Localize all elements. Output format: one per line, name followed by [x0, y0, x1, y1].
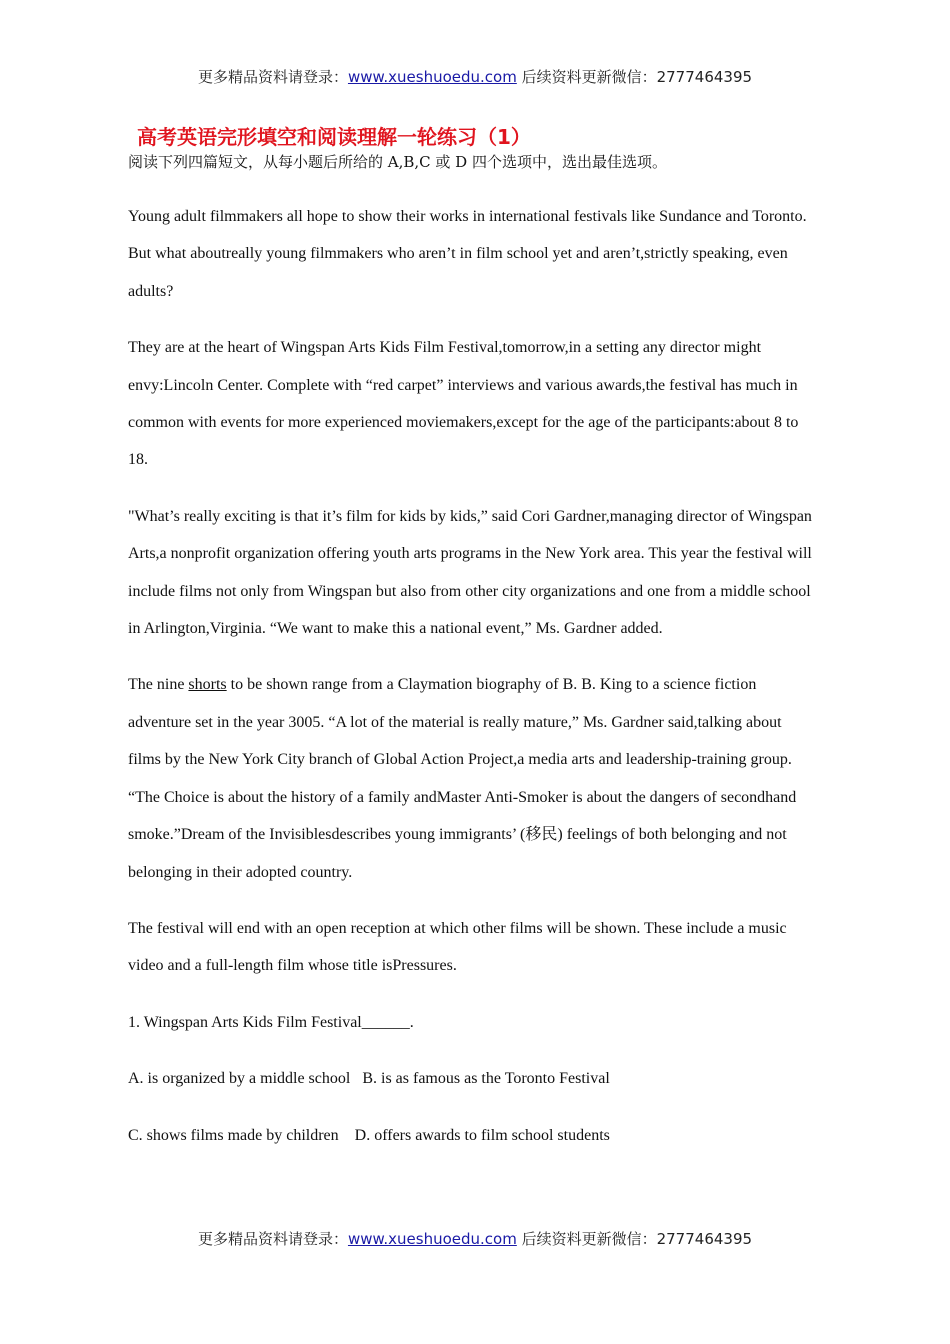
paragraph-4-rest: to be shown range from a Claymation biography of B. B. King to a science fiction adventure set in the year 3005. “A lot of the material is really mature,” Ms. Gardner said,talking about films by the New York City branch of Global Action Project,a media arts and leadership-training group. “The Choice is about the history of a family andMaster Anti-Smoker is about the dangers of secondhand smoke.”Dream of the Invisiblesdescribes young immigrants’ (移民) feelings of both belonging and not belonging in their adopted country. — [128, 676, 797, 881]
paragraph-2: They are at the heart of Wingspan Arts Kids Film Festival,tomorrow,in a setting any director might envy:Lincoln Center. Complete with “red carpet” interviews and various awards,the festival has much in common with events for more experienced moviemakers,except for the age of the participants:about 8 to 18. — [128, 339, 799, 469]
instruction-text: 阅读下列四篇短文，从每小题后所给的 A,B,C 或 D 四个选项中，选出最佳选项。 — [128, 153, 667, 171]
footer-prefix: 更多精品资料请登录： — [197, 1230, 348, 1248]
paragraph-3: "What’s really exciting is that it’s film for kids by kids,” said Cori Gardner,managing director of Wingspan Arts,a nonprofit organization offering youth arts programs in the New York area. This year the festival will include films not only from Wingspan but also from other city organizations and one from a middle school in Arlington,Virginia. “We want to make this a national event,” Ms. Gardner added. — [128, 507, 812, 638]
page-header — [0, 66, 950, 87]
footer-website-link[interactable]: www.xueshuoedu.com — [347, 1230, 517, 1248]
paragraph-5: The festival will end with an open reception at which other films will be shown. These include a music video and a full-length film whose title isPressures. — [128, 919, 787, 975]
header-contact: 后续资料更新微信：2777464395 — [516, 68, 753, 86]
paragraph-4 — [128, 666, 816, 890]
document-title: 高考英语完形填空和阅读理解一轮练习（1） — [137, 125, 531, 149]
header-website-link[interactable]: www.xueshuoedu.com — [347, 68, 517, 86]
underlined-word-shorts: shorts — [188, 676, 227, 694]
paragraph-1: Young adult filmmakers all hope to show their works in international festivals like Sundance and Toronto. But what aboutreally young filmmakers who aren’t in film school yet and aren’t,strictly speaking, even adults? — [128, 208, 807, 300]
paragraph-4-start: The nine — [128, 676, 189, 694]
header-prefix: 更多精品资料请登录： — [197, 68, 348, 86]
question-1-options-ab: A. is organized by a middle school B. is as famous as the Toronto Festival — [128, 1070, 610, 1088]
question-1-stem: 1. Wingspan Arts Kids Film Festival______. — [128, 1013, 414, 1031]
question-1-options-cd: C. shows films made by children D. offers awards to film school students — [128, 1126, 610, 1144]
passage-body — [128, 198, 816, 1173]
page-footer — [0, 1228, 950, 1249]
footer-contact: 后续资料更新微信：2777464395 — [516, 1230, 753, 1248]
